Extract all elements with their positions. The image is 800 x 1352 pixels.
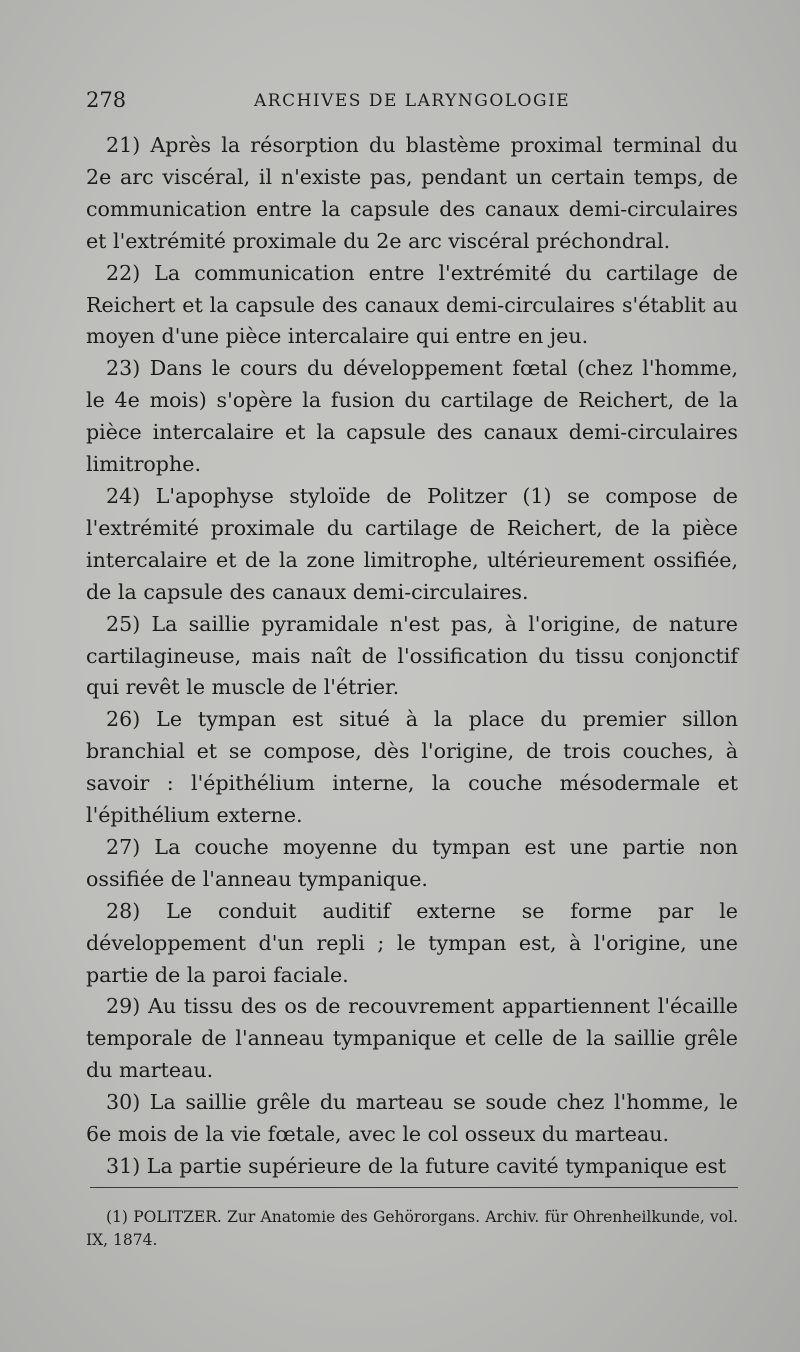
paragraph-26: 26) Le tympan est situé à la place du premier sillon branchial et se compose, dès l'origine, de trois couches, à savoir : l'épithélium interne, la couche mésodermale et l'épithélium externe. bbox=[86, 707, 738, 828]
paragraph-22: 22) La communication entre l'extrémité du cartilage de Reichert et la capsule des canaux demi-circulaires s'établit au moyen d'une pièce intercalaire qui entre en jeu. bbox=[86, 260, 738, 349]
paragraph-28: 28) Le conduit auditif externe se forme par le développement d'un repli ; le tympan est, à l'origine, une partie de la paroi faciale. bbox=[86, 898, 738, 987]
footnote bbox=[86, 1206, 738, 1252]
paragraph-23: 23) Dans le cours du développement fœtal (chez l'homme, le 4e mois) s'opère la fusion du cartilage de Reichert, de la pièce intercalaire et la capsule des canaux demi-circulaires limitrophe. bbox=[86, 356, 738, 477]
running-title: ARCHIVES DE LARYNGOLOGIE bbox=[254, 91, 571, 111]
page-number: 278 bbox=[86, 88, 127, 112]
paragraph-27: 27) La couche moyenne du tympan est une partie non ossifiée de l'anneau tympanique. bbox=[86, 834, 738, 891]
paragraph-25: 25) La saillie pyramidale n'est pas, à l'origine, de nature cartilagineuse, mais naît de l'ossification du tissu conjonctif qui revêt le muscle de l'étrier. bbox=[86, 611, 738, 700]
main-text bbox=[86, 130, 738, 1183]
paragraph-21: 21) Après la résorption du blastème proximal terminal du 2e arc viscéral, il n'existe pas, pendant un certain temps, de communication entre la capsule des canaux demi-circulaires et l'extrémité proximale du 2e arc viscéral préchondral. bbox=[86, 133, 738, 253]
footnote-divider bbox=[90, 1187, 738, 1188]
footnote-text: (1) POLITZER. Zur Anatomie des Gehörorgans. Archiv. für Ohrenheilkunde, vol. IX, 1874. bbox=[86, 1208, 738, 1249]
paragraph-24: 24) L'apophyse styloïde de Politzer (1) se compose de l'extrémité proximale du cartilage de Reichert, de la pièce intercalaire et de la zone limitrophe, ultérieurement ossifiée, de la capsule des canaux demi-circulaires. bbox=[86, 483, 738, 604]
running-header bbox=[86, 88, 746, 118]
paragraph-31: 31) La partie supérieure de la future cavité tympanique est bbox=[106, 1154, 727, 1178]
paragraph-29: 29) Au tissu des os de recouvrement appartiennent l'écaille temporale de l'anneau tympanique et celle de la saillie grêle du marteau. bbox=[86, 994, 738, 1083]
paragraph-30: 30) La saillie grêle du marteau se soude chez l'homme, le 6e mois de la vie fœtale, avec le col osseux du marteau. bbox=[86, 1090, 738, 1147]
